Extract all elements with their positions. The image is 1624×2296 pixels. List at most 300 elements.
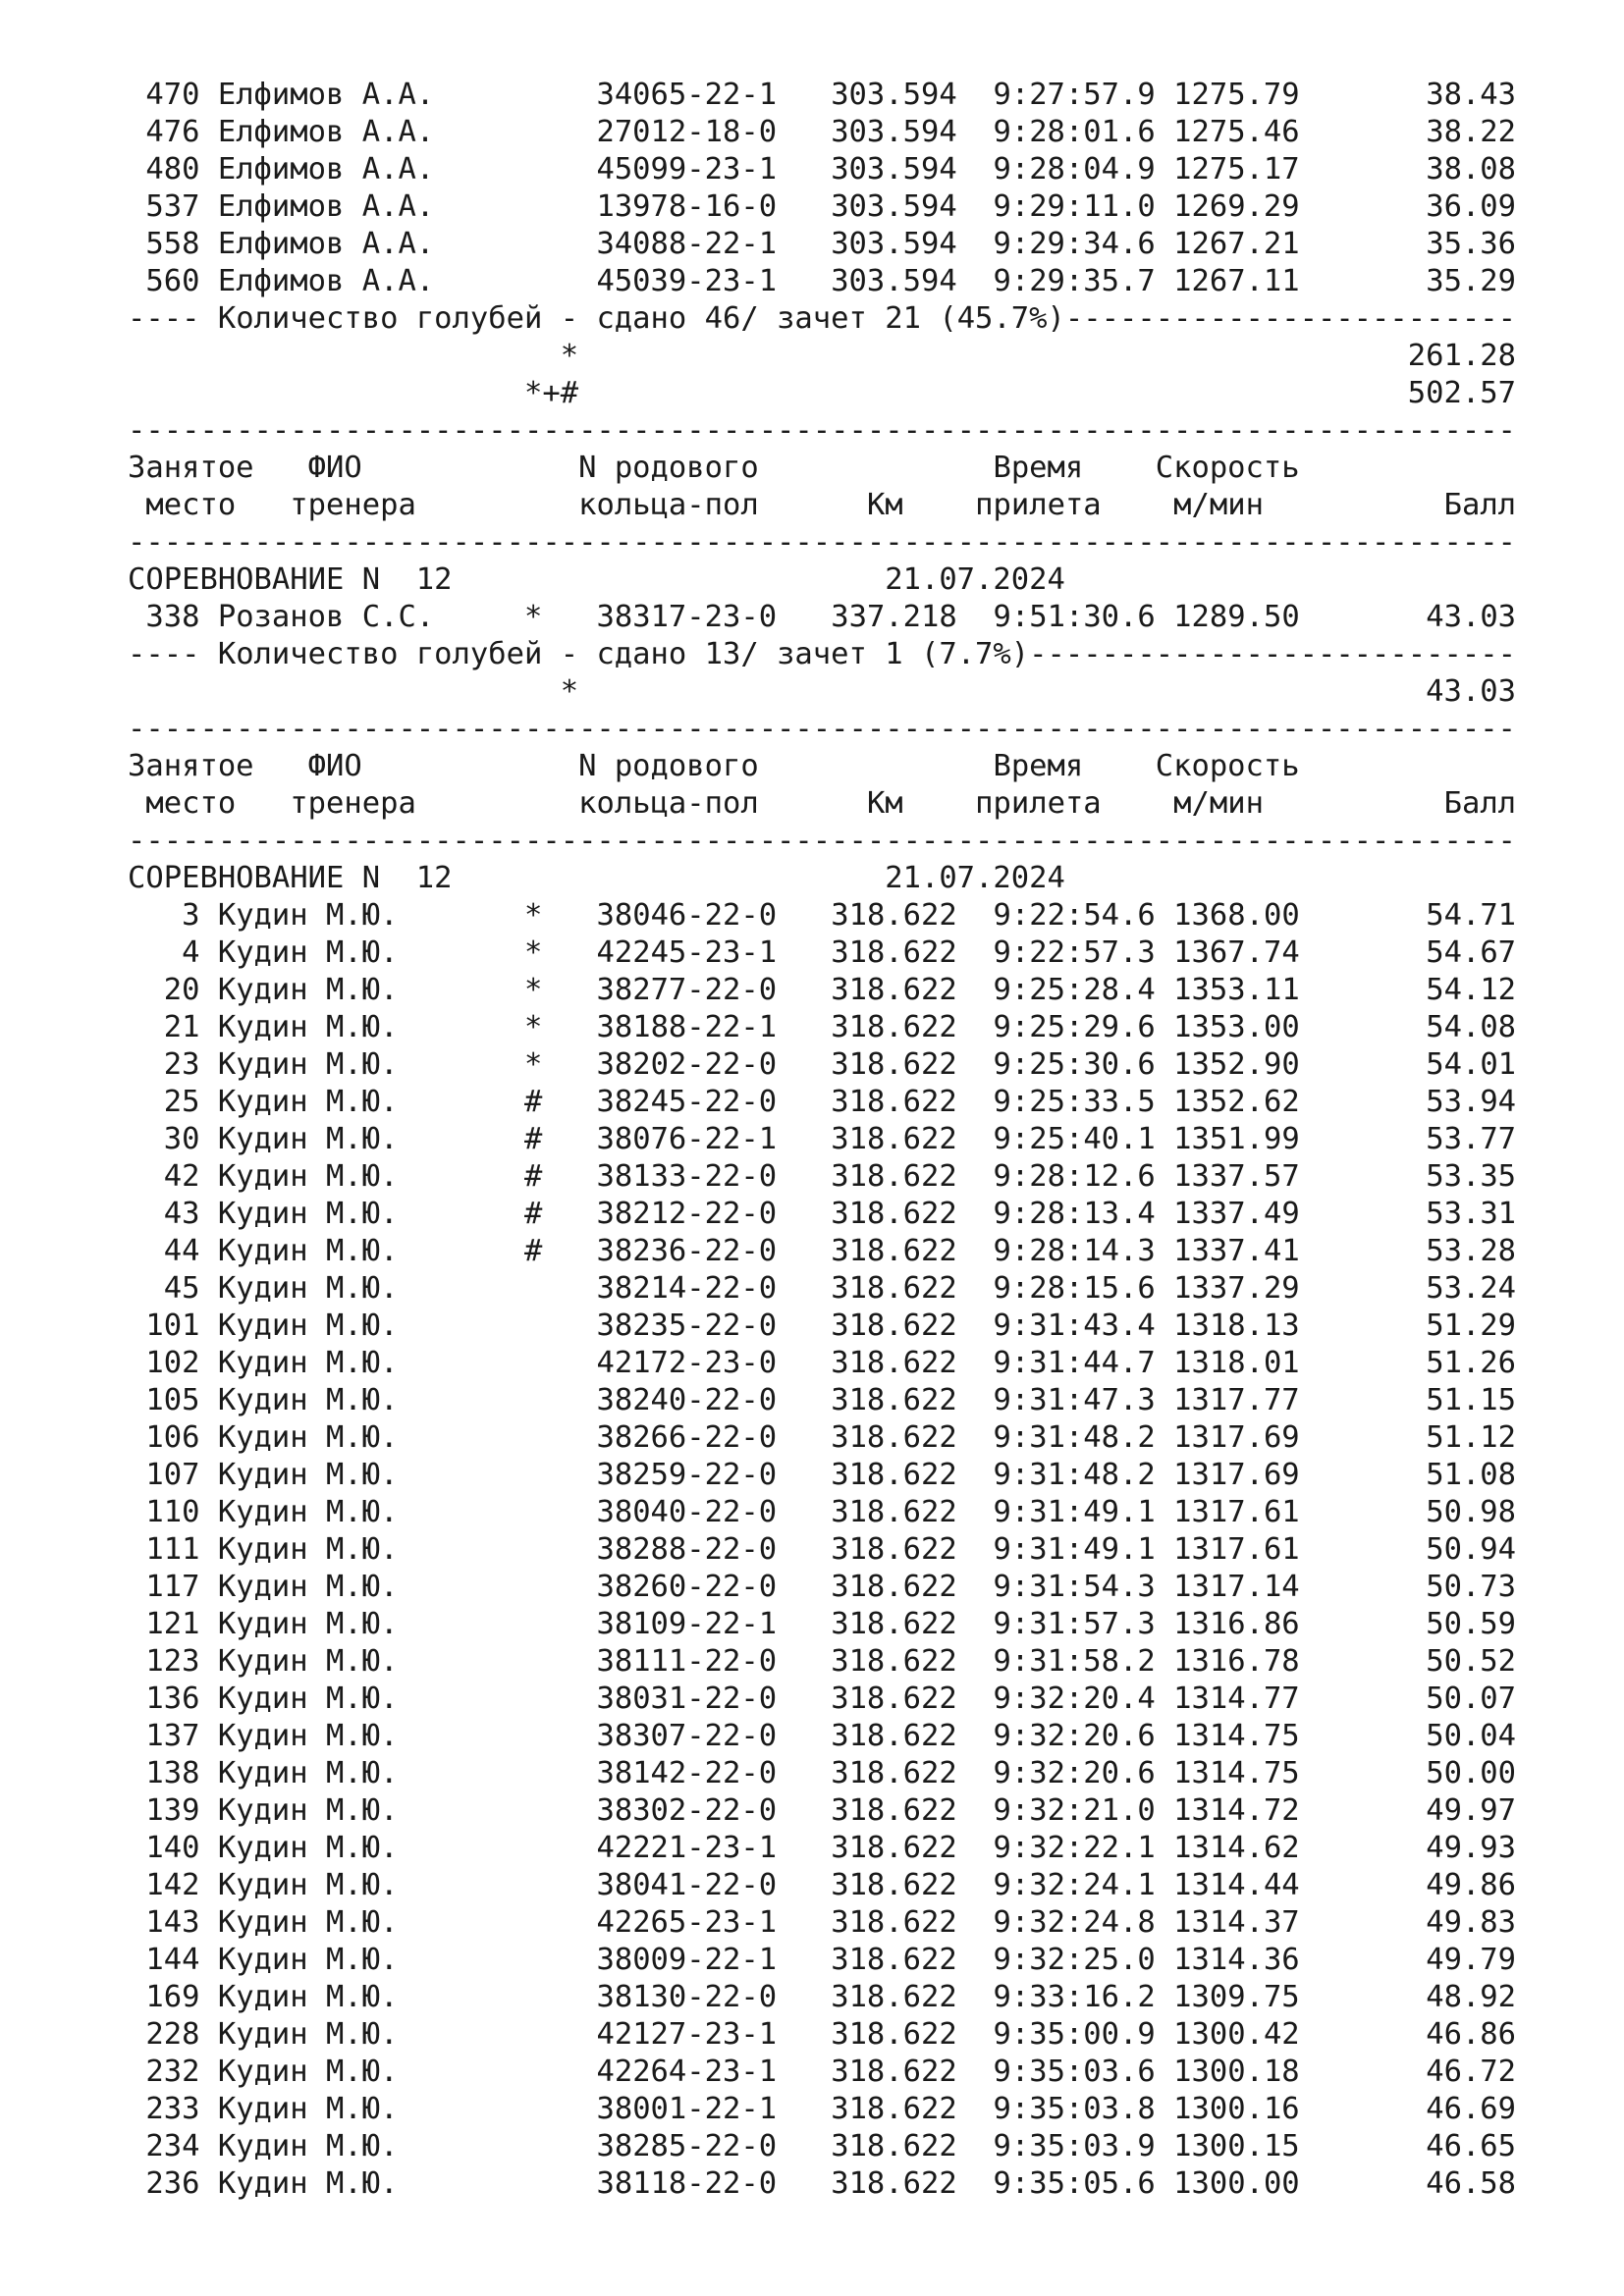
column-header [128, 748, 1516, 785]
table-row [128, 1457, 1516, 1494]
cell-speed: 1368.00 [1173, 898, 1300, 933]
cell-mark: # [524, 1197, 543, 1231]
cell-ring: 38076-22-1 [596, 1122, 778, 1156]
cell-speed: 1275.46 [1173, 115, 1300, 149]
table-row [128, 897, 1516, 934]
cell-km: 318.622 [831, 2166, 957, 2201]
cell-speed: 1314.44 [1173, 1868, 1300, 1902]
cell-name: Кудин М.Ю. [217, 1308, 399, 1343]
cell-km: 318.622 [831, 1607, 957, 1641]
header-speed2: м/мин [1173, 488, 1264, 522]
total-mark: *+# [523, 376, 579, 410]
cell-ring: 38040-22-0 [596, 1495, 778, 1529]
cell-km: 318.622 [831, 1383, 957, 1417]
cell-score: 36.09 [1426, 189, 1517, 224]
separator [128, 524, 1516, 561]
cell-ring: 38031-22-0 [596, 1682, 778, 1716]
cell-place: 234 [128, 2129, 200, 2163]
table-row [128, 1233, 1516, 1270]
header-ring: N родового [578, 451, 759, 485]
cell-mark: * [524, 600, 543, 634]
cell-speed: 1300.15 [1173, 2129, 1300, 2163]
dashes: ----------------------------------------------------------------------------- [128, 413, 1516, 448]
cell-score: 49.93 [1426, 1831, 1517, 1865]
table-row [128, 151, 1516, 188]
cell-speed: 1337.57 [1173, 1159, 1300, 1194]
cell-place: 338 [128, 600, 200, 634]
cell-name: Кудин М.Ю. [217, 1383, 399, 1417]
table-row [128, 1382, 1516, 1419]
cell-place: 121 [128, 1607, 200, 1641]
cell-time: 9:29:35.7 [993, 264, 1156, 298]
table-row [128, 1606, 1516, 1643]
cell-name: Кудин М.Ю. [217, 1420, 399, 1455]
cell-score: 50.73 [1426, 1570, 1517, 1604]
cell-name: Кудин М.Ю. [217, 898, 399, 933]
summary-dashes: --------------------------- [1029, 637, 1516, 671]
total-line [128, 338, 1516, 375]
cell-score: 54.67 [1426, 935, 1517, 970]
header-speed: Скорость [1155, 451, 1300, 485]
cell-time: 9:51:30.6 [993, 600, 1156, 634]
total-mark: * [560, 674, 579, 709]
cell-name: Кудин М.Ю. [217, 1831, 399, 1865]
cell-score: 35.29 [1426, 264, 1517, 298]
cell-km: 303.594 [831, 115, 957, 149]
cell-km: 303.594 [831, 189, 957, 224]
header-score: Балл [1443, 786, 1517, 821]
cell-km: 318.622 [831, 1644, 957, 1679]
cell-mark: * [524, 1047, 543, 1082]
cell-speed: 1317.77 [1173, 1383, 1300, 1417]
total-value: 261.28 [1407, 339, 1516, 373]
cell-place: 106 [128, 1420, 200, 1455]
table-row [128, 599, 1516, 636]
cell-ring: 38130-22-0 [596, 1980, 778, 2014]
cell-place: 123 [128, 1644, 200, 1679]
cell-time: 9:29:34.6 [993, 227, 1156, 261]
cell-time: 9:35:03.9 [993, 2129, 1156, 2163]
cell-time: 9:28:15.6 [993, 1271, 1156, 1306]
table-row [128, 1830, 1516, 1867]
cell-speed: 1318.01 [1173, 1346, 1300, 1380]
table-row [128, 1196, 1516, 1233]
cell-speed: 1351.99 [1173, 1122, 1300, 1156]
cell-score: 50.59 [1426, 1607, 1517, 1641]
total-mark: * [560, 339, 579, 373]
cell-mark: # [524, 1122, 543, 1156]
cell-speed: 1275.79 [1173, 78, 1300, 112]
table-row [128, 1942, 1516, 1979]
cell-time: 9:35:03.8 [993, 2092, 1156, 2126]
cell-km: 318.622 [831, 1532, 957, 1567]
cell-score: 46.69 [1426, 2092, 1517, 2126]
cell-ring: 38041-22-0 [596, 1868, 778, 1902]
cell-name: Кудин М.Ю. [217, 1495, 399, 1529]
cell-time: 9:22:57.3 [993, 935, 1156, 970]
cell-time: 9:28:01.6 [993, 115, 1156, 149]
cell-km: 337.218 [831, 600, 957, 634]
cell-place: 228 [128, 2017, 200, 2052]
cell-km: 303.594 [831, 227, 957, 261]
cell-score: 38.22 [1426, 115, 1517, 149]
cell-score: 43.03 [1426, 600, 1517, 634]
cell-mark: * [524, 935, 543, 970]
cell-place: 560 [128, 264, 200, 298]
cell-place: 21 [128, 1010, 200, 1044]
table-row [128, 934, 1516, 972]
cell-score: 53.35 [1426, 1159, 1517, 1194]
cell-score: 50.52 [1426, 1644, 1517, 1679]
table-row [128, 114, 1516, 151]
cell-place: 137 [128, 1719, 200, 1753]
header-name2: тренера [290, 786, 416, 821]
summary-dashes: ---- [128, 301, 218, 336]
cell-time: 9:25:33.5 [993, 1085, 1156, 1119]
cell-time: 9:33:16.2 [993, 1980, 1156, 2014]
cell-km: 318.622 [831, 1793, 957, 1828]
cell-km: 318.622 [831, 935, 957, 970]
cell-name: Кудин М.Ю. [217, 1943, 399, 1977]
competition-title [128, 561, 1516, 599]
table-row [128, 1643, 1516, 1681]
cell-name: Кудин М.Ю. [217, 1719, 399, 1753]
header-score: Балл [1443, 488, 1517, 522]
cell-km: 303.594 [831, 78, 957, 112]
cell-mark: # [524, 1234, 543, 1268]
cell-name: Кудин М.Ю. [217, 1532, 399, 1567]
cell-place: 110 [128, 1495, 200, 1529]
cell-name: Кудин М.Ю. [217, 1458, 399, 1492]
header-name: ФИО [307, 451, 362, 485]
cell-speed: 1275.17 [1173, 152, 1300, 187]
cell-time: 9:32:24.8 [993, 1905, 1156, 1940]
dashes: ----------------------------------------------------------------------------- [128, 824, 1516, 858]
cell-mark: * [524, 898, 543, 933]
cell-speed: 1300.16 [1173, 2092, 1300, 2126]
cell-score: 35.36 [1426, 227, 1517, 261]
cell-name: Кудин М.Ю. [217, 1010, 399, 1044]
cell-place: 30 [128, 1122, 200, 1156]
header-place2: место [145, 786, 237, 821]
header-ring: N родового [578, 749, 759, 783]
table-row [128, 1718, 1516, 1755]
cell-ring: 45099-23-1 [596, 152, 778, 187]
cell-time: 9:31:49.1 [993, 1532, 1156, 1567]
cell-place: 142 [128, 1868, 200, 1902]
cell-time: 9:31:43.4 [993, 1308, 1156, 1343]
cell-place: 139 [128, 1793, 200, 1828]
cell-time: 9:25:28.4 [993, 973, 1156, 1007]
table-row [128, 1046, 1516, 1084]
cell-time: 9:35:03.6 [993, 2055, 1156, 2089]
cell-time: 9:28:13.4 [993, 1197, 1156, 1231]
table-row [128, 188, 1516, 226]
cell-ring: 38240-22-0 [596, 1383, 778, 1417]
cell-name: Кудин М.Ю. [217, 1159, 399, 1194]
cell-place: 43 [128, 1197, 200, 1231]
cell-time: 9:31:47.3 [993, 1383, 1156, 1417]
cell-ring: 34088-22-1 [596, 227, 778, 261]
cell-time: 9:28:12.6 [993, 1159, 1156, 1194]
cell-speed: 1337.29 [1173, 1271, 1300, 1306]
cell-speed: 1317.69 [1173, 1420, 1300, 1455]
cell-name: Кудин М.Ю. [217, 1085, 399, 1119]
cell-ring: 38202-22-0 [596, 1047, 778, 1082]
cell-name: Кудин М.Ю. [217, 2017, 399, 2052]
cell-place: 23 [128, 1047, 200, 1082]
cell-name: Кудин М.Ю. [217, 1868, 399, 1902]
table-row [128, 1084, 1516, 1121]
cell-score: 46.72 [1426, 2055, 1517, 2089]
header-name2: тренера [290, 488, 416, 522]
header-time2: прилета [975, 488, 1102, 522]
cell-speed: 1314.72 [1173, 1793, 1300, 1828]
cell-ring: 38214-22-0 [596, 1271, 778, 1306]
cell-name: Кудин М.Ю. [217, 1793, 399, 1828]
cell-speed: 1309.75 [1173, 1980, 1300, 2014]
cell-mark: * [524, 1010, 543, 1044]
cell-time: 9:29:11.0 [993, 189, 1156, 224]
cell-ring: 38009-22-1 [596, 1943, 778, 1977]
cell-time: 9:35:00.9 [993, 2017, 1156, 2052]
cell-name: Кудин М.Ю. [217, 1980, 399, 2014]
cell-name: Кудин М.Ю. [217, 2129, 399, 2163]
cell-score: 53.31 [1426, 1197, 1517, 1231]
cell-score: 51.29 [1426, 1308, 1517, 1343]
cell-score: 54.08 [1426, 1010, 1517, 1044]
column-header [128, 487, 1516, 524]
cell-score: 48.92 [1426, 1980, 1517, 2014]
table-row [128, 1009, 1516, 1046]
cell-ring: 38285-22-0 [596, 2129, 778, 2163]
cell-km: 318.622 [831, 1197, 957, 1231]
cell-km: 318.622 [831, 1943, 957, 1977]
cell-score: 50.00 [1426, 1756, 1517, 1790]
cell-place: 4 [128, 935, 200, 970]
header-ring2: кольца-пол [578, 488, 759, 522]
cell-speed: 1314.62 [1173, 1831, 1300, 1865]
total-line [128, 673, 1516, 711]
cell-time: 9:25:30.6 [993, 1047, 1156, 1082]
cell-place: 101 [128, 1308, 200, 1343]
competition-number: СОРЕВНОВАНИЕ N 12 [128, 562, 453, 597]
cell-place: 3 [128, 898, 200, 933]
table-row [128, 1792, 1516, 1830]
cell-speed: 1317.61 [1173, 1495, 1300, 1529]
cell-km: 318.622 [831, 2129, 957, 2163]
cell-name: Кудин М.Ю. [217, 1346, 399, 1380]
cell-ring: 38277-22-0 [596, 973, 778, 1007]
cell-km: 318.622 [831, 1085, 957, 1119]
cell-km: 303.594 [831, 264, 957, 298]
cell-km: 318.622 [831, 973, 957, 1007]
header-place: Занятое [128, 451, 254, 485]
cell-speed: 1269.29 [1173, 189, 1300, 224]
cell-place: 117 [128, 1570, 200, 1604]
header-speed: Скорость [1155, 749, 1300, 783]
cell-speed: 1353.11 [1173, 973, 1300, 1007]
summary-dashes: ---- [128, 637, 218, 671]
cell-ring: 38212-22-0 [596, 1197, 778, 1231]
cell-speed: 1316.78 [1173, 1644, 1300, 1679]
header-name: ФИО [307, 749, 362, 783]
cell-name: Кудин М.Ю. [217, 1197, 399, 1231]
cell-ring: 38118-22-0 [596, 2166, 778, 2201]
cell-km: 318.622 [831, 1271, 957, 1306]
cell-place: 558 [128, 227, 200, 261]
cell-km: 318.622 [831, 1458, 957, 1492]
cell-speed: 1314.77 [1173, 1682, 1300, 1716]
cell-time: 9:28:14.3 [993, 1234, 1156, 1268]
table-row [128, 1904, 1516, 1942]
cell-ring: 42221-23-1 [596, 1831, 778, 1865]
header-time: Время [993, 749, 1084, 783]
table-row [128, 2165, 1516, 2203]
cell-score: 54.01 [1426, 1047, 1517, 1082]
cell-ring: 38142-22-0 [596, 1756, 778, 1790]
cell-ring: 38260-22-0 [596, 1570, 778, 1604]
cell-name: Елфимов А.А. [217, 227, 435, 261]
cell-name: Елфимов А.А. [217, 152, 435, 187]
cell-km: 318.622 [831, 1308, 957, 1343]
cell-score: 49.97 [1426, 1793, 1517, 1828]
cell-place: 105 [128, 1383, 200, 1417]
cell-score: 53.28 [1426, 1234, 1517, 1268]
cell-ring: 38109-22-1 [596, 1607, 778, 1641]
cell-score: 53.94 [1426, 1085, 1517, 1119]
cell-place: 45 [128, 1271, 200, 1306]
cell-km: 318.622 [831, 1868, 957, 1902]
cell-place: 138 [128, 1756, 200, 1790]
cell-km: 318.622 [831, 1047, 957, 1082]
cell-speed: 1314.37 [1173, 1905, 1300, 1940]
cell-speed: 1337.41 [1173, 1234, 1300, 1268]
table-row [128, 2016, 1516, 2054]
cell-speed: 1267.21 [1173, 227, 1300, 261]
cell-time: 9:31:57.3 [993, 1607, 1156, 1641]
table-row [128, 1345, 1516, 1382]
cell-time: 9:31:44.7 [993, 1346, 1156, 1380]
cell-km: 318.622 [831, 1010, 957, 1044]
table-row [128, 1867, 1516, 1904]
cell-score: 38.08 [1426, 152, 1517, 187]
table-row [128, 1755, 1516, 1792]
cell-speed: 1314.36 [1173, 1943, 1300, 1977]
cell-name: Елфимов А.А. [217, 78, 435, 112]
cell-ring: 13978-16-0 [596, 189, 778, 224]
cell-place: 476 [128, 115, 200, 149]
cell-km: 318.622 [831, 1905, 957, 1940]
cell-speed: 1352.62 [1173, 1085, 1300, 1119]
cell-km: 318.622 [831, 1719, 957, 1753]
cell-place: 136 [128, 1682, 200, 1716]
table-row [128, 1270, 1516, 1308]
separator [128, 711, 1516, 748]
results-document [128, 77, 1516, 2203]
cell-mark: # [524, 1159, 543, 1194]
cell-time: 9:32:22.1 [993, 1831, 1156, 1865]
cell-km: 318.622 [831, 1831, 957, 1865]
cell-km: 318.622 [831, 1980, 957, 2014]
table-row [128, 972, 1516, 1009]
dashes: ----------------------------------------------------------------------------- [128, 525, 1516, 560]
cell-time: 9:35:05.6 [993, 2166, 1156, 2201]
cell-mark: # [524, 1085, 543, 1119]
cell-ring: 38133-22-0 [596, 1159, 778, 1194]
cell-name: Кудин М.Ю. [217, 1644, 399, 1679]
cell-ring: 38046-22-0 [596, 898, 778, 933]
cell-score: 46.58 [1426, 2166, 1517, 2201]
cell-place: 102 [128, 1346, 200, 1380]
cell-score: 50.04 [1426, 1719, 1517, 1753]
table-row [128, 1419, 1516, 1457]
cell-ring: 38307-22-0 [596, 1719, 778, 1753]
cell-ring: 45039-23-1 [596, 264, 778, 298]
cell-score: 53.77 [1426, 1122, 1517, 1156]
cell-km: 318.622 [831, 1159, 957, 1194]
summary-dashes: ------------------------- [1064, 301, 1516, 336]
cell-time: 9:25:40.1 [993, 1122, 1156, 1156]
cell-place: 107 [128, 1458, 200, 1492]
cell-name: Кудин М.Ю. [217, 1570, 399, 1604]
cell-ring: 38236-22-0 [596, 1234, 778, 1268]
cell-speed: 1317.69 [1173, 1458, 1300, 1492]
table-row [128, 1979, 1516, 2016]
table-row [128, 1308, 1516, 1345]
cell-speed: 1314.75 [1173, 1756, 1300, 1790]
cell-score: 54.71 [1426, 898, 1517, 933]
header-km: Км [866, 786, 903, 821]
total-line [128, 375, 1516, 412]
cell-mark: * [524, 973, 543, 1007]
cell-score: 53.24 [1426, 1271, 1517, 1306]
cell-km: 318.622 [831, 1756, 957, 1790]
cell-ring: 34065-22-1 [596, 78, 778, 112]
cell-speed: 1300.18 [1173, 2055, 1300, 2089]
table-row [128, 2128, 1516, 2165]
header-time2: прилета [975, 786, 1102, 821]
cell-ring: 38259-22-0 [596, 1458, 778, 1492]
competition-date: 21.07.2024 [885, 562, 1065, 597]
cell-ring: 42172-23-0 [596, 1346, 778, 1380]
cell-speed: 1316.86 [1173, 1607, 1300, 1641]
cell-time: 9:32:21.0 [993, 1793, 1156, 1828]
cell-ring: 38111-22-0 [596, 1644, 778, 1679]
cell-km: 318.622 [831, 2017, 957, 2052]
cell-place: 144 [128, 1943, 200, 1977]
cell-score: 46.65 [1426, 2129, 1517, 2163]
cell-score: 51.26 [1426, 1346, 1517, 1380]
cell-score: 51.12 [1426, 1420, 1517, 1455]
cell-ring: 38302-22-0 [596, 1793, 778, 1828]
cell-place: 233 [128, 2092, 200, 2126]
cell-speed: 1317.14 [1173, 1570, 1300, 1604]
cell-score: 46.86 [1426, 2017, 1517, 2052]
cell-name: Кудин М.Ю. [217, 973, 399, 1007]
cell-place: 143 [128, 1905, 200, 1940]
cell-speed: 1267.11 [1173, 264, 1300, 298]
cell-name: Розанов С.С. [217, 600, 435, 634]
dashes: ----------------------------------------------------------------------------- [128, 712, 1516, 746]
cell-time: 9:31:49.1 [993, 1495, 1156, 1529]
cell-name: Кудин М.Ю. [217, 1234, 399, 1268]
cell-speed: 1289.50 [1173, 600, 1300, 634]
header-km: Км [866, 488, 903, 522]
cell-name: Елфимов А.А. [217, 115, 435, 149]
cell-ring: 38001-22-1 [596, 2092, 778, 2126]
cell-score: 49.86 [1426, 1868, 1517, 1902]
